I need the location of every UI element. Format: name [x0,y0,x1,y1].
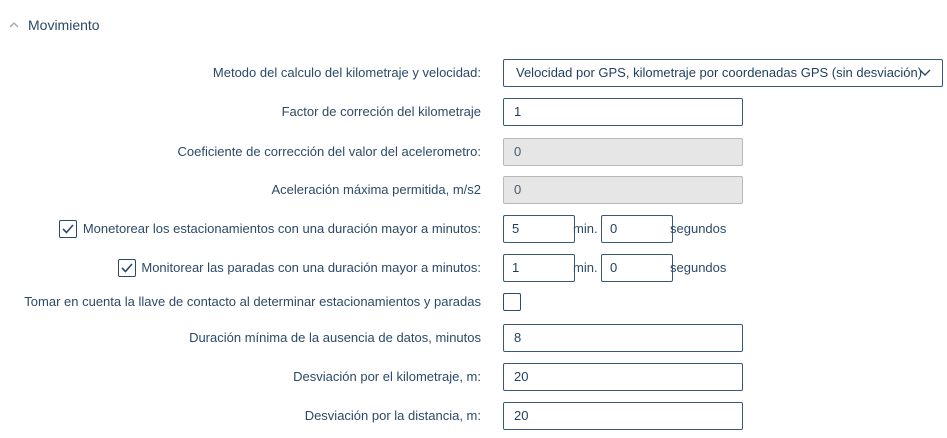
data-absence-input[interactable]: 8 [503,324,743,352]
row-mileage-factor [0,98,947,126]
row-data-absence [0,324,947,352]
ignition-checkbox[interactable] [503,293,521,311]
distance-dev-input[interactable]: 20 [503,402,743,430]
parking-sec-unit: segundos [670,221,727,236]
section-title: Movimiento [28,17,100,33]
ignition-label: Tomar en cuenta la llave de contacto al determinar estacionamientos y paradas [24,294,481,309]
mileage-dev-input[interactable]: 20 [503,363,743,391]
row-stops [0,254,947,282]
chevron-up-icon [8,19,20,31]
row-parking [0,215,947,243]
checkmark-icon [61,222,75,236]
row-mileage-dev [0,363,947,391]
accel-coef-label: Coeficiente de corrección del valor del acelerometro: [177,144,481,159]
max-accel-input: 0 [503,176,743,204]
parking-min-unit: min. [573,221,598,236]
method-select[interactable] [503,59,943,87]
row-distance-dev [0,402,947,430]
parking-checkbox[interactable] [59,220,77,238]
distance-dev-label: Desviación por la distancia, m: [304,408,481,423]
stops-sec-unit: segundos [670,260,727,275]
data-absence-label: Duración mínima de la ausencia de datos, minutos [189,330,481,345]
max-accel-label: Aceleración máxima permitida, m/s2 [271,182,481,197]
mileage-factor-input[interactable]: 1 [503,98,743,126]
parking-label: Monetorear los estacionamientos con una duración mayor a minutos: [82,221,481,236]
method-label: Metodo del calculo del kilometraje y velocidad: [212,65,481,80]
method-select-value: Velocidad por GPS, kilometraje por coordenadas GPS (sin desviación) [516,65,923,80]
mileage-dev-label: Desviación por el kilometraje, m: [293,369,481,384]
row-method [0,59,947,87]
chevron-down-icon [918,67,932,79]
stops-label: Monitorear las paradas con una duración mayor a minutos: [141,260,481,275]
checkmark-icon [120,261,134,275]
stops-minutes-input[interactable]: 1 [503,254,575,282]
section-header-movimiento[interactable] [8,14,100,36]
row-max-accel [0,176,947,204]
row-ignition [0,288,947,316]
accel-coef-input: 0 [503,138,743,166]
parking-seconds-input[interactable]: 0 [601,215,673,243]
parking-minutes-input[interactable]: 5 [503,215,575,243]
stops-checkbox[interactable] [118,259,136,277]
stops-seconds-input[interactable]: 0 [601,254,673,282]
stops-min-unit: min. [573,260,598,275]
row-accel-coef [0,138,947,166]
mileage-factor-label: Factor de correción del kilometraje [281,104,481,119]
